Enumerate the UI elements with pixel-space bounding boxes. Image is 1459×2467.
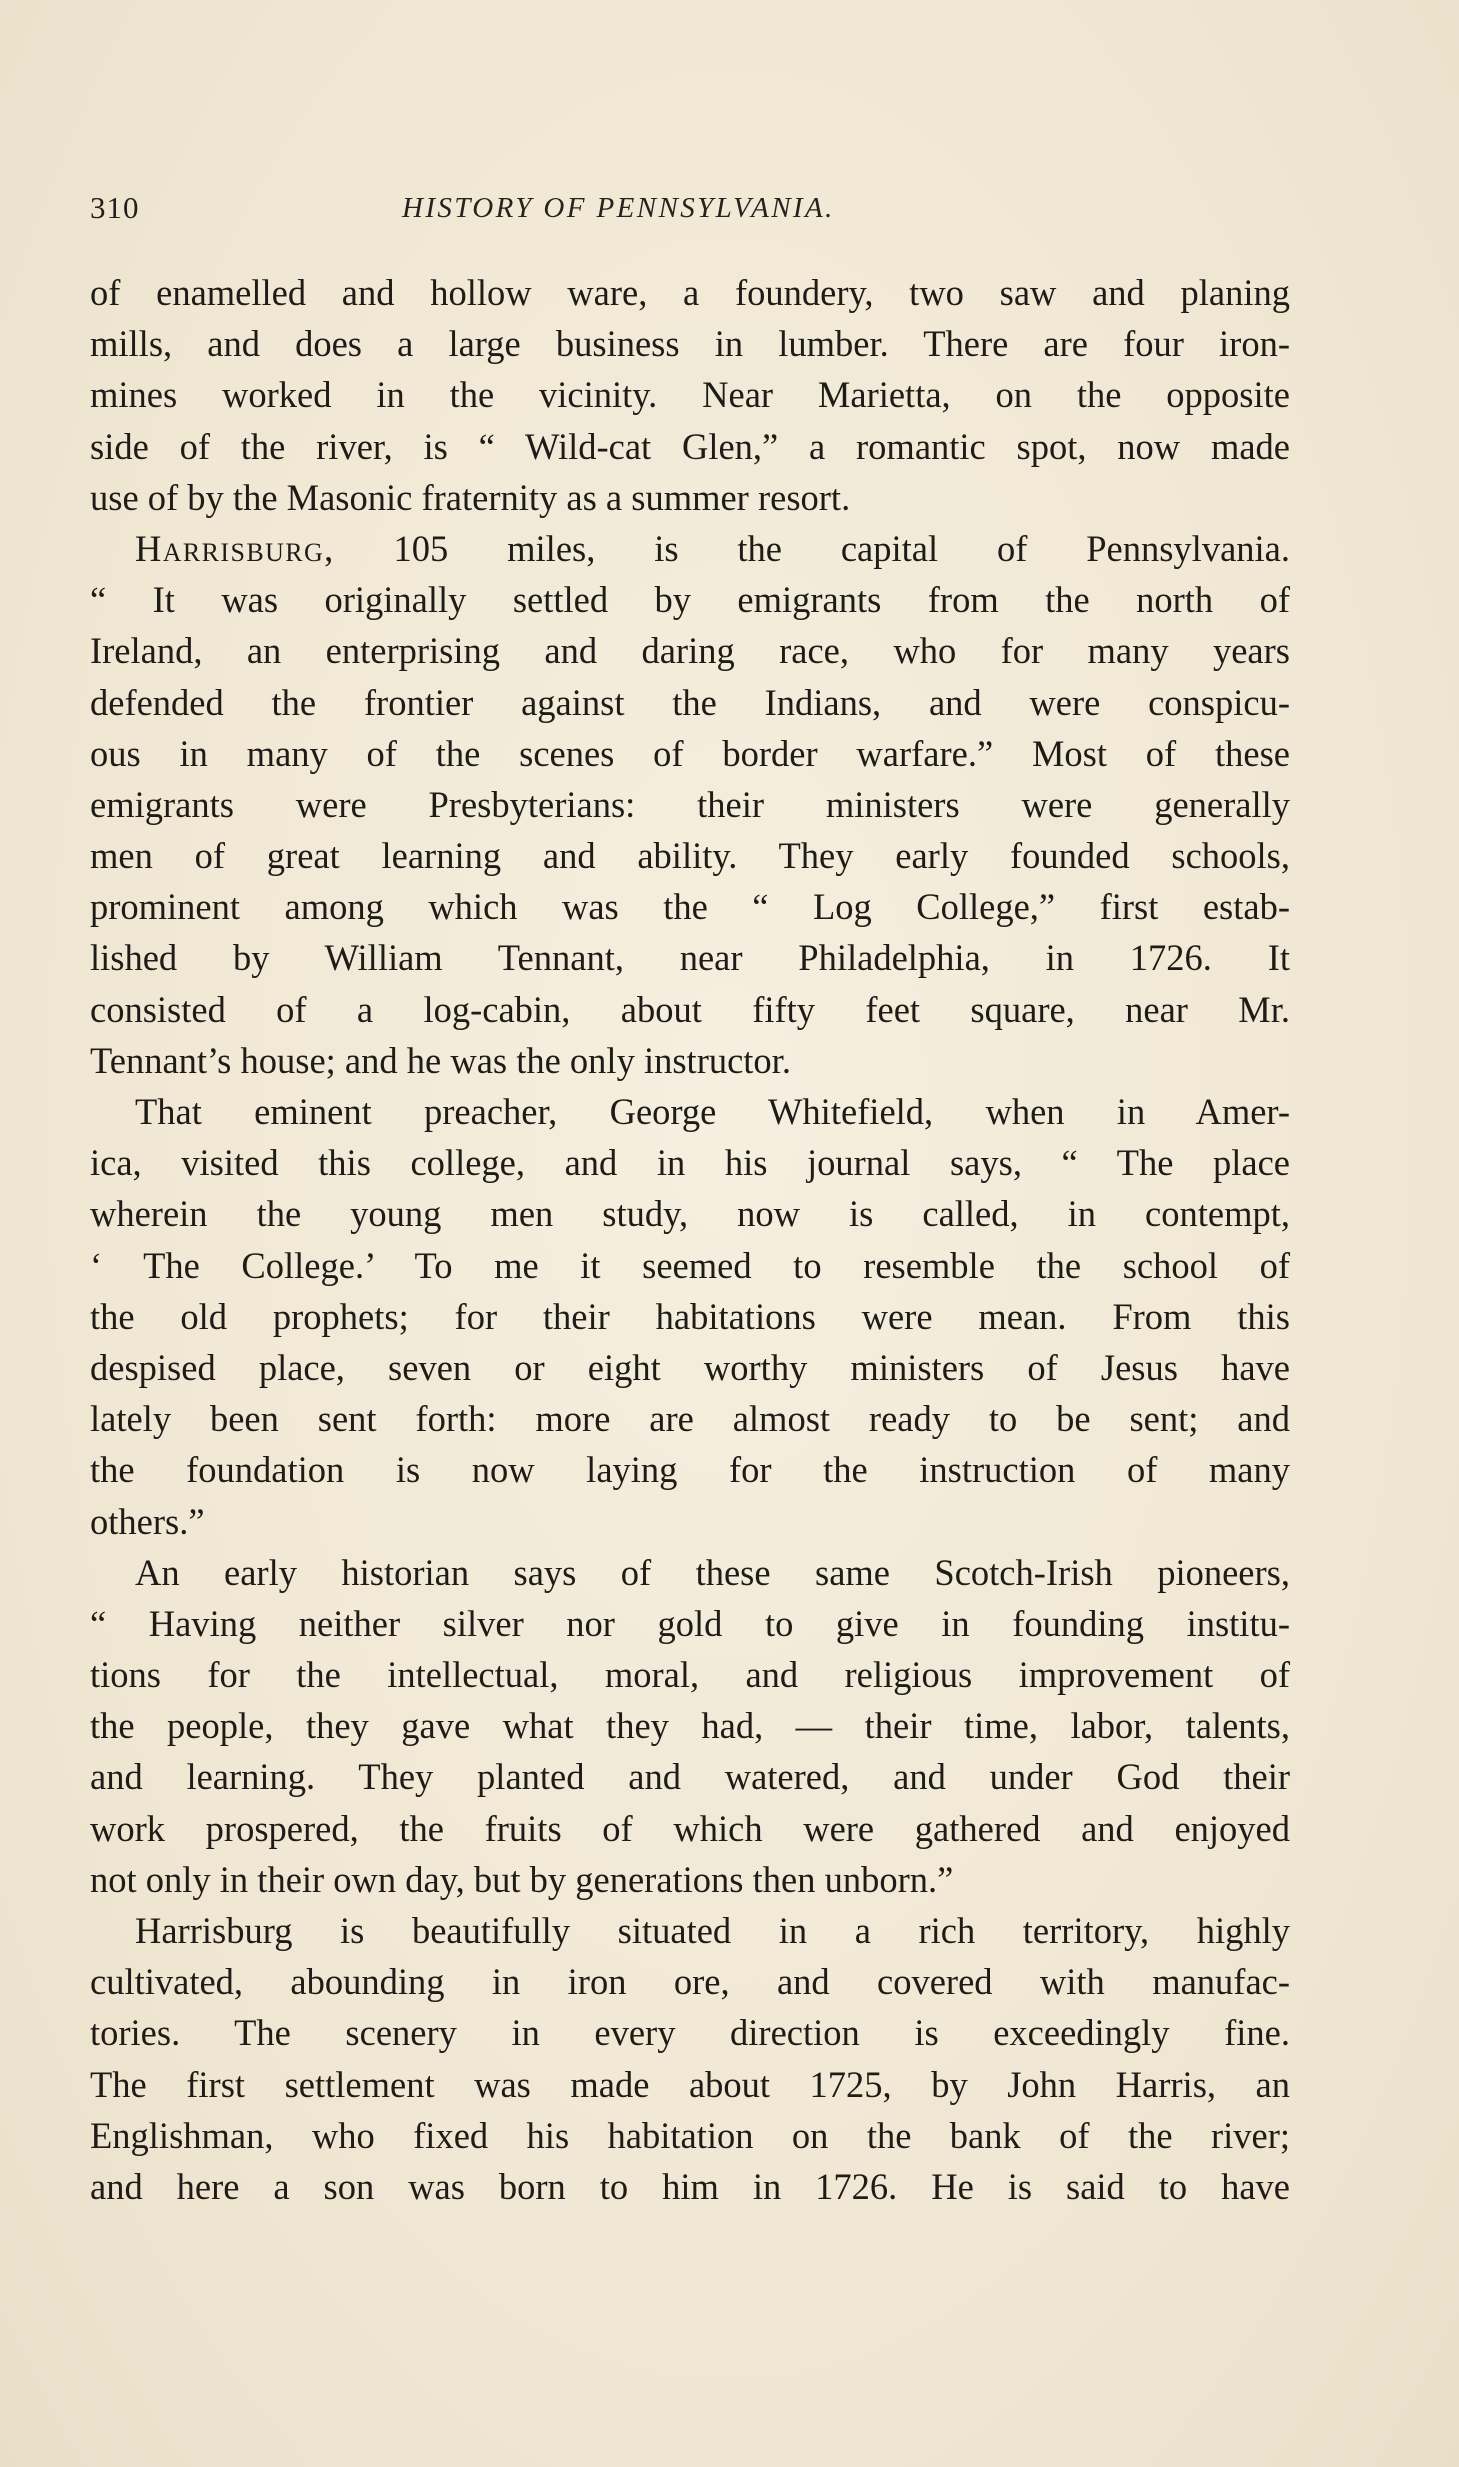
text-line: Tennant’s house; and he was the only instructor.: [90, 1039, 791, 1081]
text-line: the people, they gave what they had, — their time, labor, talents,: [90, 1705, 1290, 1747]
text-line: ica, visited this college, and in his journal says, “ The place: [90, 1142, 1290, 1184]
text-line: mills, and does a large business in lumber. There are four iron-: [90, 323, 1290, 365]
page-header: [90, 190, 1290, 238]
text-line: [90, 523, 1290, 574]
text-line: prominent among which was the “ Log College,” first estab-: [90, 886, 1290, 928]
text-line: “ It was originally settled by emigrants from the north of: [90, 579, 1290, 621]
page-number: 310: [90, 190, 140, 225]
text-line: Harrisburg is beautifully situated in a rich territory, highly: [135, 1910, 1290, 1951]
text-line: work prospered, the fruits of which were gathered and enjoyed: [90, 1807, 1290, 1849]
text-line: lately been sent forth: more are almost ready to be sent; and: [90, 1398, 1290, 1440]
text-line: and learning. They planted and watered, and under God their: [90, 1756, 1290, 1798]
text-line: emigrants were Presbyterians: their ministers were generally: [90, 783, 1290, 825]
text-line: not only in their own day, but by generations then unborn.”: [90, 1858, 954, 1900]
text-line: ‘ The College.’ To me it seemed to resemble the school of: [90, 1244, 1290, 1286]
text-line: consisted of a log-cabin, about fifty feet square, near Mr.: [90, 988, 1290, 1030]
text-line: and here a son was born to him in 1726. He is said to have: [90, 2165, 1290, 2207]
text-line: wherein the young men study, now is called, in contempt,: [90, 1193, 1290, 1235]
text-line: despised place, seven or eight worthy ministers of Jesus have: [90, 1346, 1290, 1388]
text-line: The first settlement was made about 1725, by John Harris, an: [90, 2063, 1290, 2105]
running-title: HISTORY OF PENNSYLVANIA.: [402, 192, 835, 224]
text-line: ous in many of the scenes of border warfare.” Most of these: [90, 732, 1290, 774]
text-line: men of great learning and ability. They early founded schools,: [90, 835, 1290, 877]
text-line: the old prophets; for their habitations were mean. From this: [90, 1295, 1290, 1337]
text-line: tions for the intellectual, moral, and religious improvement of: [90, 1654, 1290, 1696]
place-name-harrisburg: Harrisburg,: [135, 527, 335, 569]
text-line: defended the frontier against the Indians, and were conspicu-: [90, 681, 1290, 723]
text-line: use of by the Masonic fraternity as a summer resort.: [90, 476, 851, 518]
text-line: lished by William Tennant, near Philadelphia, in 1726. It: [90, 937, 1290, 979]
text-line: “ Having neither silver nor gold to give in founding institu-: [90, 1602, 1290, 1644]
text-line: An early historian says of these same Scotch-Irish pioneers,: [135, 1551, 1290, 1593]
text-line: Ireland, an enterprising and daring race, who for many years: [90, 630, 1290, 672]
text-line: of enamelled and hollow ware, a foundery, two saw and planing: [90, 272, 1290, 313]
text-line: cultivated, abounding in iron ore, and covered with manufac-: [90, 1961, 1290, 2003]
text-line: mines worked in the vicinity. Near Marietta, on the opposite: [90, 374, 1290, 416]
line-remainder: 105 miles, is the capital of Pennsylvania.: [334, 527, 1290, 569]
text-line: others.”: [90, 1500, 205, 1542]
text-line: side of the river, is “ Wild-cat Glen,” a romantic spot, now made: [90, 425, 1290, 467]
text-line: Englishman, who fixed his habitation on the bank of the river;: [90, 2114, 1290, 2156]
text-line: tories. The scenery in every direction is exceedingly fine.: [90, 2012, 1290, 2054]
text-line: That eminent preacher, George Whitefield, when in Amer-: [135, 1091, 1290, 1132]
body-text: [90, 267, 1290, 2212]
text-line: the foundation is now laying for the instruction of many: [90, 1449, 1290, 1491]
